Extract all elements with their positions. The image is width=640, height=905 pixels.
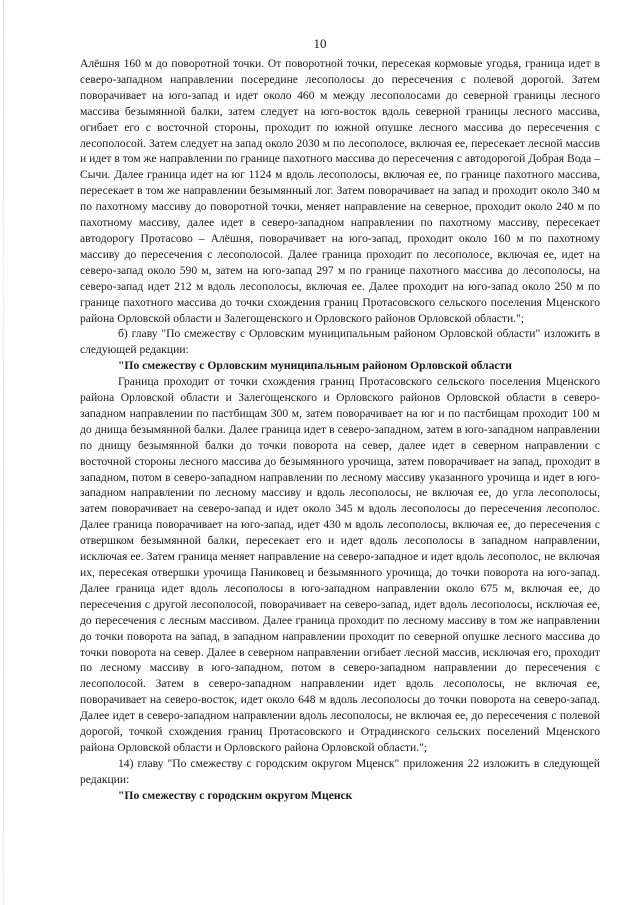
- document-body: [80, 56, 600, 804]
- scan-edge-line: [3, 0, 4, 905]
- section-heading-mtsensk: "По смежеству с городским округом Мценск: [118, 788, 353, 802]
- paragraph-amendment-b: б) главу "По смежеству с Орловским муниципальным районом Орловской области" изложить в следующей редакции:: [80, 327, 600, 357]
- paragraph-boundary-description: Граница проходит от точки схождения границ Протасовского сельского поселения Мценского района Орловской области и Залегощенского и Орловского районов Орловской области в северо-западном направлении по пастбищам 300 м, затем поворачивает на юг и по пастбищам проходит 100 м до днища безымянной балки. Далее граница идет в северо-западном, затем в юго-западном направлении по днищу безымянной балки до точки поворота на север, далее идет в северном направлении с восточной стороны лесного массива до безымянного урочища, затем поворачивает на запад, проходит в западном, потом в северо-западном направлении по лесному массиву указанного урочища и идет в юго-западном направлении по лесному массиву и вдоль лесополосы, не включая ее, до угла лесополосы, затем поворачивает на северо-запад и идет около 345 м вдоль лесополосы до пересечения лесополос. Далее граница поворачивает на юго-запад, идет 430 м вдоль лесополосы, включая ее, до пересечения с отвершком безымянной балки, пересекает его и идет вдоль лесополосы в западном направлении, исключая ее. Затем граница меняет направление на северо-западное и идет вдоль лесополос, не включая их, пересекая отвершки урочища Паниковец и безымянного урочища, до точки поворота на юго-запад. Далее граница идет вдоль лесополосы в юго-западном направлении около 675 м, включая ее, до пересечения с другой лесополосой, поворачивает на северо-запад, идет вдоль лесополосы, исключая ее, до пересечения с лесным массивом. Далее граница проходит по лесному массиву в том же направлении до точки поворота на запад, в западном направлении проходит по северной опушке лесного массива до точки поворота на север. Далее в северном направлении огибает лесной массив, исключая его, проходит по лесному массиву в юго-западном, потом в северо-западном направлении до пересечения с лесополосой. Затем в северо-западном направлении идет вдоль лесополосы, не включая ее, поворачивает на северо-восток, идет около 648 м вдоль лесополосы до точки поворота на северо-запад. Далее идет в северо-западном направлении вдоль лесополосы, не включая ее, до пересечения с полевой дорогой, точкой схождения границ Протасовского и Отрадинского сельских поселений Мценского района Орловской области и Орловского района Орловской области.";: [80, 375, 600, 754]
- page-number: 10: [313, 36, 327, 51]
- section-heading-orlovsky: "По смежеству с Орловским муниципальным районом Орловской области: [118, 359, 512, 373]
- paragraph-continuation: Алёшня 160 м до поворотной точки. От поворотной точки, пересекая кормовые угодья, граница идет в северо-западном направлении посередине лесополосы до пересечения с полевой дорогой. Затем поворачивает на юго-запад и идет около 460 м между лесополосами до северной границы лесного массива безымянной балки, затем следует на юго-восток вдоль северной границы лесного массива, огибает его с восточной стороны, проходит по южной опушке лесного массива до пересечения с лесополосой. Затем следует на запад около 2030 м по лесополосе, включая ее, пересекает лесной массив и идет в том же направлении по границе пахотного массива до пересечения с автодорогой Добрая Вода – Сычи. Далее граница идет на юг 1124 м вдоль лесополосы, включая ее, по границе пахотного массива, пересекает в том же направлении безымянный лог. Затем поворачивает на запад и проходит около 340 м по пахотному массиву до поворотной точки, меняет направление на северное, проходит около 240 м по пахотному массиву, далее идет в северо-западном направлении по пахотному массиву, пересекает автодорогу Протасово – Алёшня, поворачивает на юго-запад, проходит около 160 м по пахотному массиву до пересечения с лесополосой. Далее граница проходит по лесополосе, включая ее, идет на северо-запад около 590 м, затем на юго-запад 297 м по границе пахотного массива до лесополосы, на северо-запад идет 212 м вдоль лесополосы, включая ее. Далее проходит на юго-запад около 250 м по границе пахотного массива до точки схождения границ Протасовского сельского поселения Мценского района Орловской области и Залегощенского и Орловского районов Орловской области.";: [80, 57, 600, 325]
- paragraph-amendment-14: 14) главу "По смежеству с городским округом Мценск" приложения 22 изложить в следующей редакции:: [80, 756, 600, 786]
